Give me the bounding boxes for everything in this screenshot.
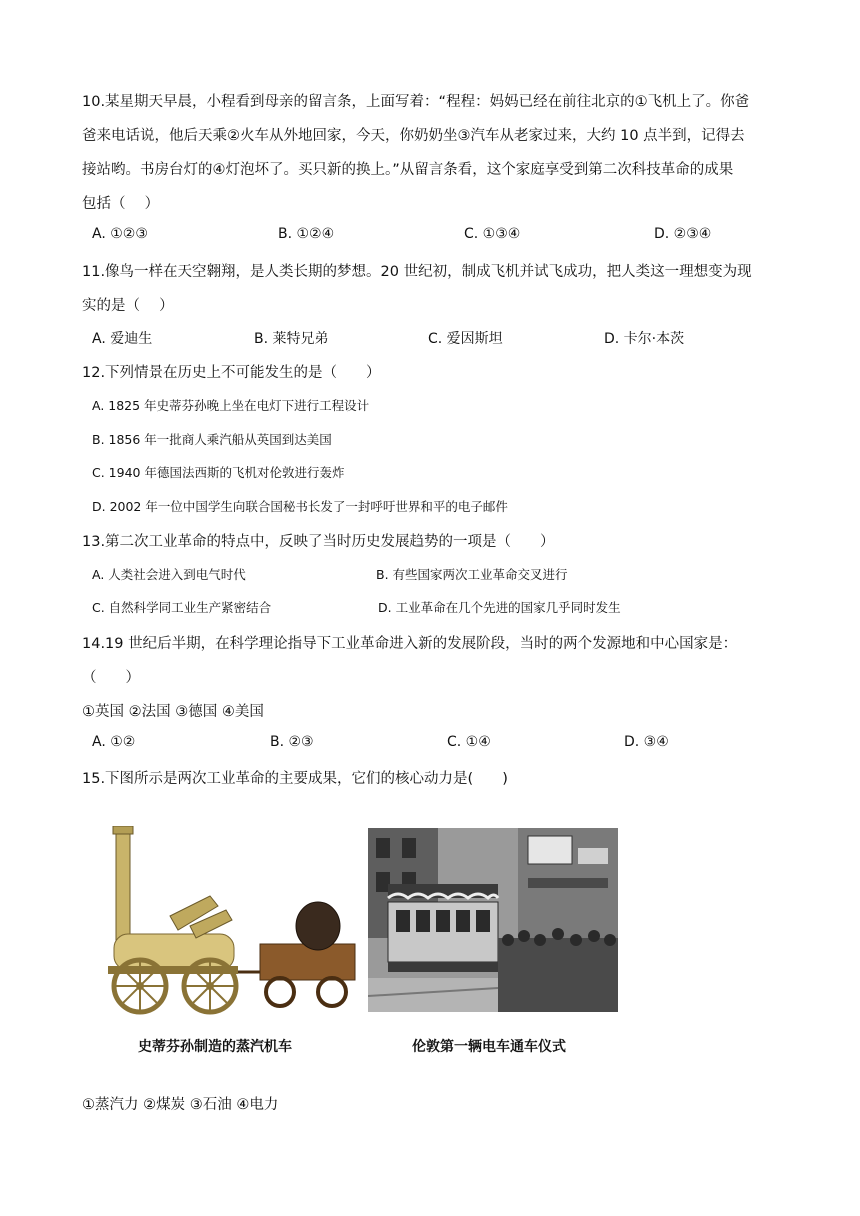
q11-option-b[interactable]: B. 莱特兄弟 (254, 331, 329, 347)
q10-option-a[interactable]: A. ①②③ (92, 226, 148, 242)
q14-option-d[interactable]: D. ③④ (624, 734, 669, 750)
q10-line3: 接站哟。书房台灯的④灯泡坏了。买只新的换上。”从留言条看，这个家庭享受到第二次科技革命的成果 (82, 162, 734, 178)
q11-line1: 11.像鸟一样在天空翱翔，是人类长期的梦想。20 世纪初，制成飞机并试飞成功，把人类这一理想变为现 (82, 264, 752, 280)
q13-option-d[interactable]: D. 工业革命在几个先进的国家几乎同时发生 (378, 600, 621, 615)
q10-line1: 10.某星期天早晨，小程看到母亲的留言条，上面写着：“程程：妈妈已经在前往北京的①飞机上了。你爸 (82, 94, 750, 110)
q13-option-b[interactable]: B. 有些国家两次工业革命交叉进行 (376, 567, 568, 582)
london-tram-image (368, 828, 618, 1012)
q14-option-b[interactable]: B. ②③ (270, 734, 314, 750)
q10-option-c[interactable]: C. ①③④ (464, 226, 521, 242)
q11-option-c[interactable]: C. 爱因斯坦 (428, 331, 503, 347)
q12-option-b[interactable]: B. 1856 年一批商人乘汽船从英国到达美国 (92, 432, 332, 447)
q14-option-a[interactable]: A. ①② (92, 734, 136, 750)
q12-option-a[interactable]: A. 1825 年史蒂芬孙晚上坐在电灯下进行工程设计 (92, 398, 370, 413)
q13-option-a[interactable]: A. 人类社会进入到电气时代 (92, 567, 246, 582)
q13-option-c[interactable]: C. 自然科学同工业生产紧密结合 (92, 600, 272, 615)
q15-line1: 15.下图所示是两次工业革命的主要成果，它们的核心动力是( ) (82, 771, 508, 787)
q14-option-c[interactable]: C. ①④ (447, 734, 491, 750)
q12-line1: 12.下列情景在历史上不可能发生的是（ ） (82, 365, 381, 381)
q14-line1: 14.19 世纪后半期，在科学理论指导下工业革命进入新的发展阶段，当时的两个发源地和中心国家是： (82, 636, 738, 652)
q14-line2: （ ） (82, 670, 140, 686)
caption-steam-locomotive: 史蒂芬孙制造的蒸汽机车 (138, 1039, 292, 1055)
q11-option-d[interactable]: D. 卡尔·本茨 (604, 331, 685, 347)
q10-option-d[interactable]: D. ②③④ (654, 226, 712, 242)
q10-option-b[interactable]: B. ①②④ (278, 226, 335, 242)
q14-line3: ①英国 ②法国 ③德国 ④美国 (82, 704, 264, 720)
q10-line2: 爸来电话说，他后天乘②火车从外地回家，今天，你奶奶坐③汽车从老家过来，大约 10 点半到，记得去 (82, 128, 745, 144)
caption-london-tram: 伦敦第一辆电车通车仪式 (412, 1039, 566, 1055)
q15-line2: ①蒸汽力 ②煤炭 ③石油 ④电力 (82, 1097, 279, 1113)
q12-option-c[interactable]: C. 1940 年德国法西斯的飞机对伦敦进行轰炸 (92, 465, 345, 480)
q10-line4: 包括（ ） (82, 196, 160, 212)
q11-line2: 实的是（ ） (82, 298, 174, 314)
q13-line1: 13.第二次工业革命的特点中，反映了当时历史发展趋势的一项是（ ） (82, 534, 555, 550)
q12-option-d[interactable]: D. 2002 年一位中国学生向联合国秘书长发了一封呼吁世界和平的电子邮件 (92, 499, 508, 514)
steam-locomotive-image (100, 826, 365, 1016)
q11-option-a[interactable]: A. 爱迪生 (92, 331, 153, 347)
